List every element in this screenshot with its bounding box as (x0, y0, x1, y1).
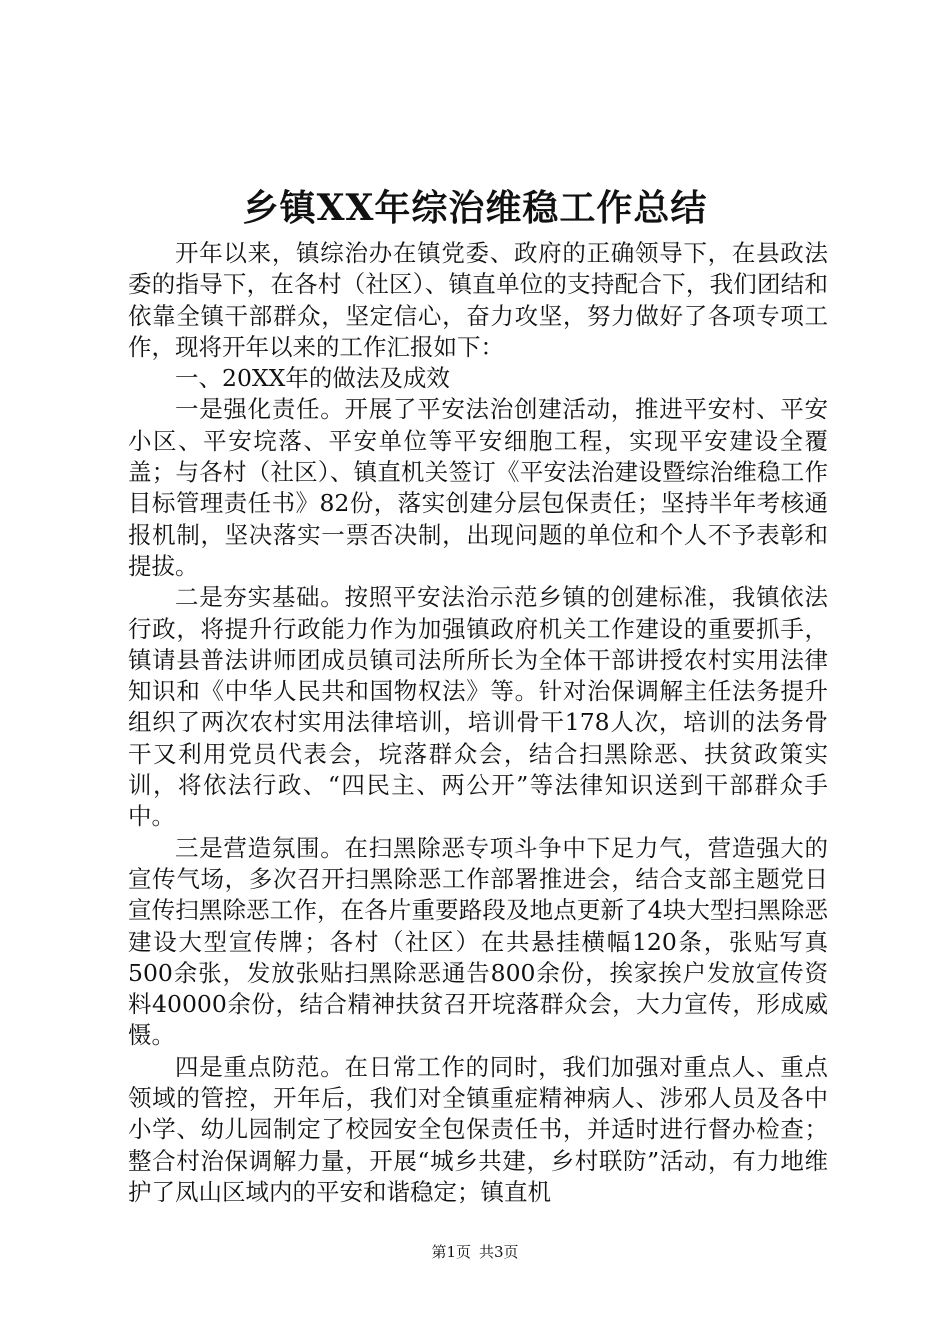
paragraph-responsibility: 一是强化责任。开展了平安法治创建活动，推进平安村、平安小区、平安垸落、平安单位等平安细胞工程，实现平安建设全覆盖；与各村（社区）、镇直机关签订《平安法治建设暨综治维稳工作目标管理责任书》82份，落实创建分层包保责任；坚持半年考核通报机制，坚决落实一票否决制，出现问题的单位和个人不予表彰和提拔。 (128, 395, 828, 580)
paragraph-prevention: 四是重点防范。在日常工作的同时，我们加强对重点人、重点领域的管控，开年后，我们对全镇重症精神病人、涉邪人员及各中小学、幼儿园制定了校园安全包保责任书，并适时进行督办检查；整合村治保调解力量，开展“城乡共建，乡村联防”活动，有力地维护了凤山区域内的平安和谐稳定；镇直机 (128, 1052, 828, 1206)
document-body (128, 238, 828, 1208)
paragraph-foundation: 二是夯实基础。按照平安法治示范乡镇的创建标准，我镇依法行政，将提升行政能力作为加强镇政府机关工作建设的重要抓手，镇请县普法讲师团成员镇司法所所长为全体干部讲授农村实用法律知识和《中华人民共和国物权法》等。针对治保调解主任法务提升组织了两次农村实用法律培训，培训骨干178人次，培训的法务骨干又利用党员代表会，垸落群众会，结合扫黑除恶、扶贫政策实训，将依法行政、“四民主、两公开”等法律知识送到干部群众手中。 (128, 583, 828, 831)
document-title: 乡镇XX年综治维稳工作总结 (242, 187, 708, 229)
page-footer (0, 1242, 950, 1262)
paragraph-intro: 开年以来，镇综治办在镇党委、政府的正确领导下，在县政法委的指导下，在各村（社区）、镇直单位的支持配合下，我们团结和依靠全镇干部群众，坚定信心，奋力攻坚，努力做好了各项专项工作，现将开年以来的工作汇报如下： (128, 239, 828, 361)
page-number: 第1页 (431, 1243, 471, 1261)
paragraph-atmosphere: 三是营造氛围。在扫黑除恶专项斗争中下足力气，营造强大的宣传气场，多次召开扫黑除恶工作部署推进会，结合支部主题党日宣传扫黑除恶工作，在各片重要路段及地点更新了4块大型扫黑除恶建设大型宣传牌；各村（社区）在共悬挂横幅120条，张贴写真500余张，发放张贴扫黑除恶通告800余份，挨家挨户发放宣传资料40000余份，结合精神扶贫召开垸落群众会，大力宣传，形成威慑。 (128, 833, 828, 1050)
section-heading: 一、20XX年的做法及成效 (175, 364, 450, 393)
page-total: 共3页 (479, 1243, 519, 1261)
